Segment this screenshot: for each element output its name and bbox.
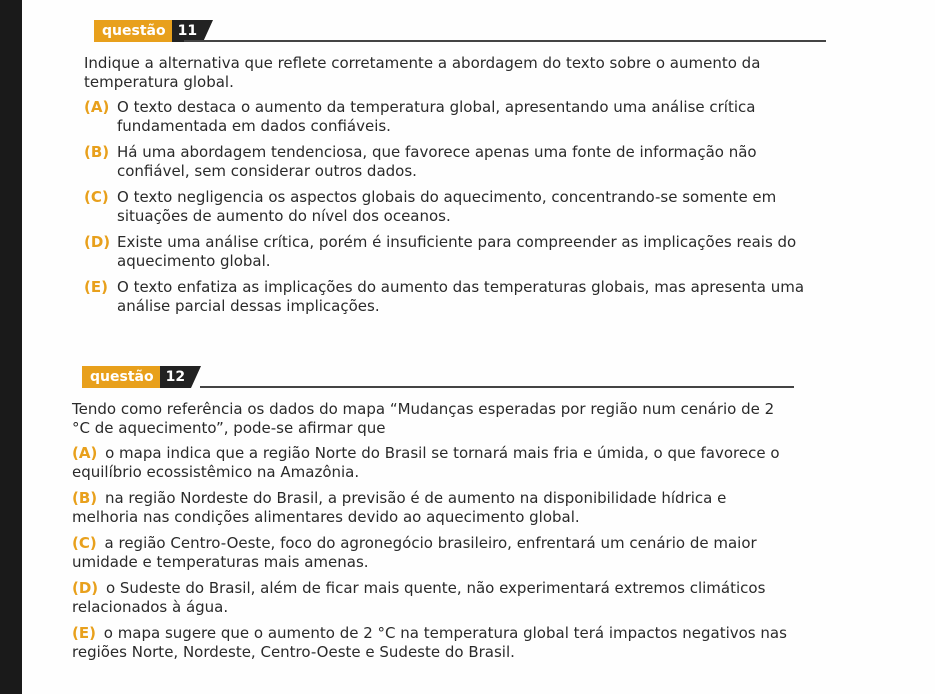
option-12-c[interactable] <box>72 534 794 572</box>
option-letter: (C) <box>72 534 97 552</box>
option-text: Há uma abordagem tendenciosa, que favorece apenas uma fonte de informação não confiável, sem considerar outros dados. <box>117 143 757 180</box>
option-text: na região Nordeste do Brasil, a previsão é de aumento na disponibilidade hídrica e melhoria nas condições alimentares devido ao aquecimento global. <box>72 489 727 526</box>
question-11-stem: Indique a alternativa que reflete corretamente a abordagem do texto sobre o aumento da temperatura global. <box>84 54 761 91</box>
option-text: O texto enfatiza as implicações do aumento das temperaturas globais, mas apresenta uma análise parcial dessas implicações. <box>117 278 805 315</box>
option-letter: (A) <box>72 444 98 462</box>
option-11-e[interactable] <box>84 278 826 316</box>
option-12-d[interactable] <box>72 579 794 617</box>
question-label: questão <box>82 366 160 388</box>
option-text: O texto destaca o aumento da temperatura global, apresentando uma análise crítica fundamentada em dados confiáveis. <box>117 98 756 135</box>
question-11-header <box>84 18 826 44</box>
option-text: o Sudeste do Brasil, além de ficar mais quente, não experimentará extremos climáticos relacionados à água. <box>72 579 766 616</box>
dark-page-edge <box>0 0 22 694</box>
option-letter: (B) <box>84 143 110 161</box>
option-text: o mapa sugere que o aumento de 2 °C na temperatura global terá impactos negativos nas regiões Norte, Nordeste, Centro-Oeste e Sudeste do Brasil. <box>72 624 787 661</box>
header-rule <box>200 386 794 388</box>
option-11-c[interactable] <box>84 188 826 226</box>
option-text: a região Centro-Oeste, foco do agronegócio brasileiro, enfrentará um cenário de maior umidade e temperaturas mais amenas. <box>72 534 757 571</box>
option-letter: (A) <box>84 98 110 116</box>
question-label: questão <box>94 20 172 42</box>
option-text: o mapa indica que a região Norte do Brasil se tornará mais fria e úmida, o que favorece o equilíbrio ecossistêmico na Amazônia. <box>72 444 780 481</box>
question-number: 12 <box>160 366 191 388</box>
question-12 <box>72 364 794 669</box>
question-11 <box>84 18 826 323</box>
question-11-badge <box>94 20 203 42</box>
question-number: 11 <box>172 20 203 42</box>
option-letter: (D) <box>84 233 111 251</box>
option-11-a[interactable] <box>84 98 826 136</box>
option-11-b[interactable] <box>84 143 826 181</box>
option-12-a[interactable] <box>72 444 794 482</box>
option-text: O texto negligencia os aspectos globais do aquecimento, concentrando-se somente em situações de aumento do nível dos oceanos. <box>117 188 777 225</box>
option-12-b[interactable] <box>72 489 794 527</box>
option-letter: (E) <box>72 624 96 642</box>
question-12-badge <box>82 366 191 388</box>
question-12-stem: Tendo como referência os dados do mapa “Mudanças esperadas por região num cenário de 2 °C de aquecimento”, pode-se afirmar que <box>72 400 775 437</box>
option-text: Existe uma análise crítica, porém é insuficiente para compreender as implicações reais do aquecimento global. <box>117 233 797 270</box>
header-rule <box>184 40 826 42</box>
option-12-e[interactable] <box>72 624 794 662</box>
option-letter: (D) <box>72 579 99 597</box>
option-letter: (C) <box>84 188 109 206</box>
option-11-d[interactable] <box>84 233 826 271</box>
question-12-header <box>72 364 794 390</box>
option-letter: (E) <box>84 278 108 296</box>
option-letter: (B) <box>72 489 98 507</box>
